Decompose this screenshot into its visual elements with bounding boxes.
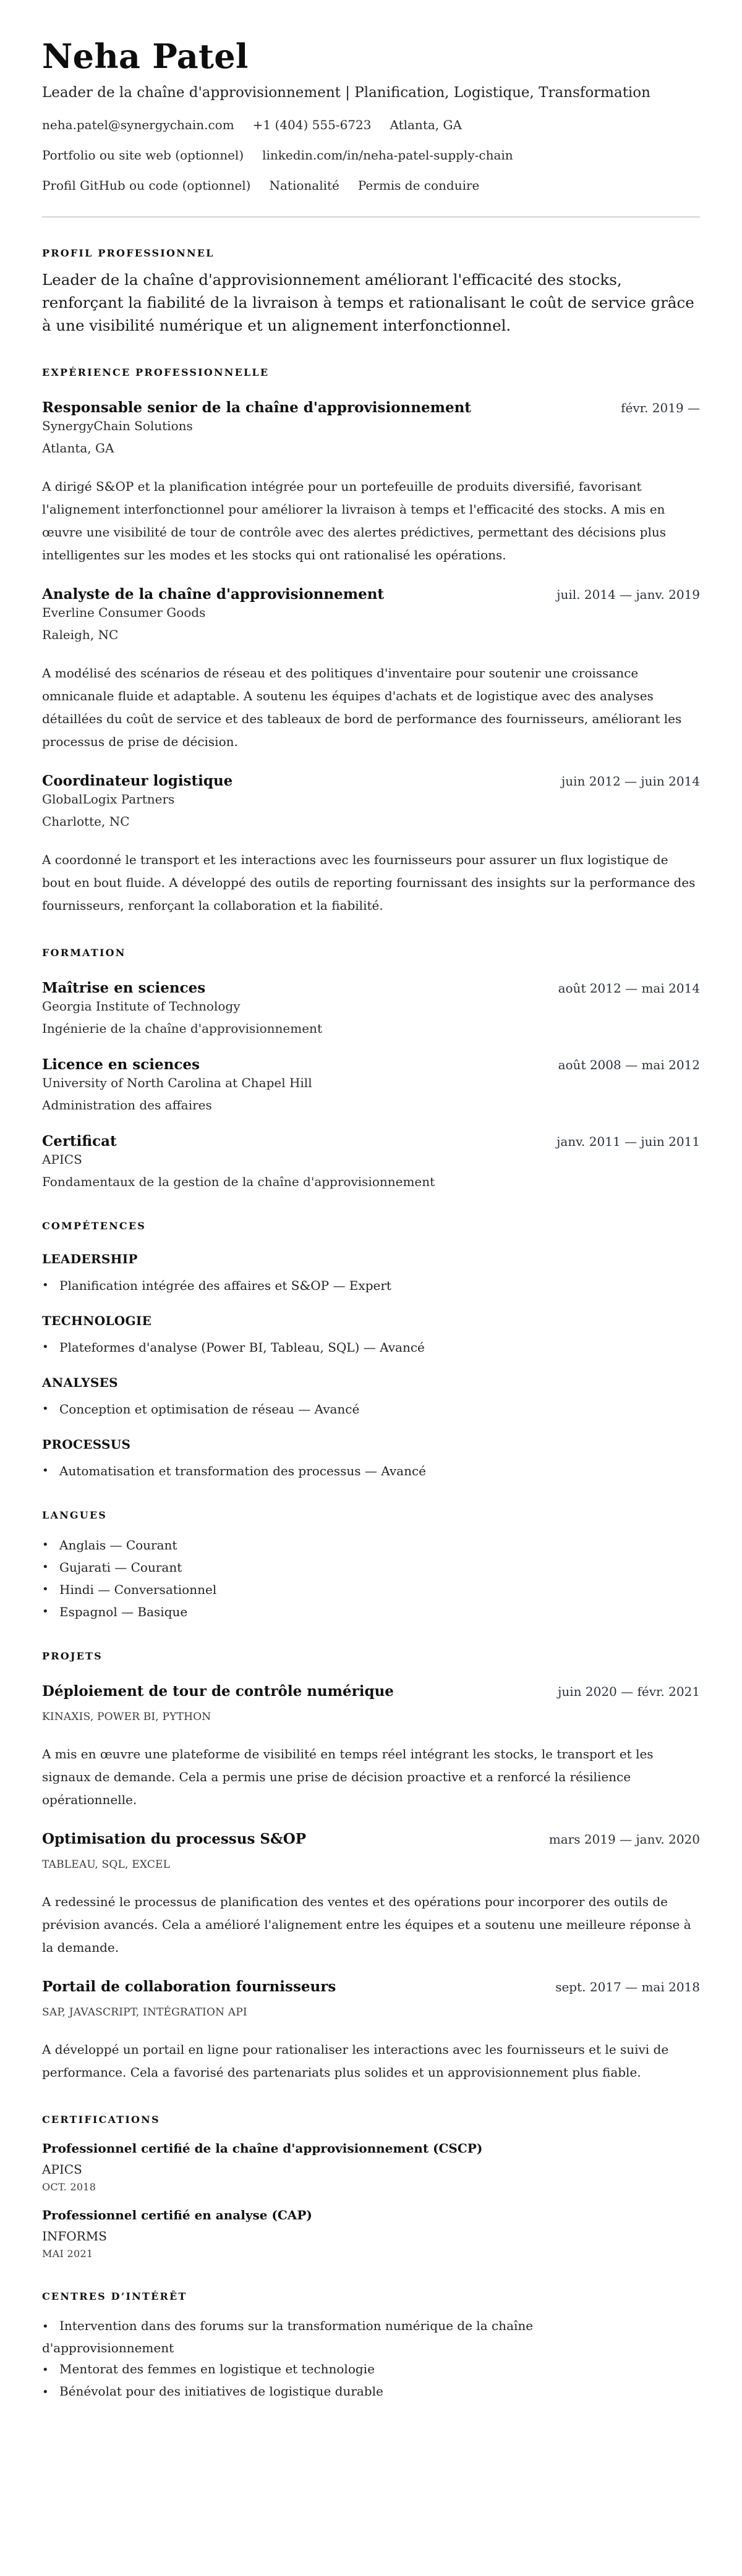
company-name: Everline Consumer Goods: [42, 605, 206, 620]
drivers-license: Permis de conduire: [357, 178, 480, 193]
contact-row-3: [42, 177, 700, 194]
degree-title: Certificat: [42, 1133, 117, 1150]
language-item: • Anglais — Courant: [42, 1536, 700, 1554]
section-title-experience: EXPÉRIENCE PROFESSIONNELLE: [42, 366, 270, 378]
skill-category: ANALYSES: [42, 1375, 118, 1390]
project-entry: [42, 1682, 700, 1811]
project-name: Déploiement de tour de contrôle numérique: [42, 1683, 394, 1700]
education-dates: janv. 2011 — juin 2011: [556, 1134, 700, 1149]
skill-item: • Conception et optimisation de réseau — Avancé: [42, 1400, 700, 1418]
job-description: A dirigé S&OP et la planification intégrée pour un portefeuille de produits diversifié, favorisant l'alignement interfonctionnel pour améliorer la livraison à temps et l'efficacité des stocks. A mis en œuvre une visibilité de tour de contrôle avec des alertes prédictives, permettant des décisions plus intelligentes sur les modes et les stocks qui ont rationalisé les opérations.: [42, 479, 667, 562]
language-item: • Espagnol — Basique: [42, 1603, 700, 1621]
portfolio-link[interactable]: Portfolio ou site web (optionnel): [42, 148, 244, 163]
project-description: A développé un portail en ligne pour rationaliser les interactions avec les fournisseurs et le suivi de performance. Cela a favorisé des partenariats plus solides et un approvisionnement plus fiable.: [42, 2042, 669, 2080]
skill-category: LEADERSHIP: [42, 1252, 138, 1266]
certification-issuer: APICS: [42, 2162, 82, 2177]
project-dates: mars 2019 — janv. 2020: [548, 1832, 700, 1847]
project-dates: sept. 2017 — mai 2018: [555, 1980, 700, 1994]
job-dates: juin 2012 — juin 2014: [561, 774, 700, 789]
field-of-study: Fondamentaux de la gestion de la chaîne d'approvisionnement: [42, 1174, 435, 1189]
experience-entry: [42, 399, 700, 567]
education-entry: [42, 1132, 700, 1190]
profile-summary: Leader de la chaîne d'approvisionnement améliorant l'efficacité des stocks, renforçant la fiabilité de la livraison à temps et rationalisant le coût de service grâce à une visibilité numérique et un alignement interfonctionnel.: [42, 271, 694, 334]
skill-category: TECHNOLOGIE: [42, 1313, 152, 1328]
candidate-headline: Leader de la chaîne d'approvisionnement | Planification, Logistique, Transformation: [42, 85, 650, 101]
projects-section: [42, 1650, 700, 2084]
education-entry: [42, 979, 700, 1037]
project-name: Portail de collaboration fournisseurs: [42, 1978, 336, 1995]
project-tech-stack: KINAXIS, POWER BI, PYTHON: [42, 1711, 211, 1723]
skill-list: [42, 1339, 700, 1356]
job-location: Raleigh, NC: [42, 627, 119, 642]
job-title: Analyste de la chaîne d'approvisionnement: [42, 586, 385, 603]
github-link[interactable]: Profil GitHub ou code (optionnel): [42, 178, 251, 193]
project-tech-stack: TABLEAU, SQL, EXCEL: [42, 1858, 171, 1871]
project-entry: [42, 1978, 700, 2084]
certification-date: OCT. 2018: [42, 2181, 96, 2193]
experience-section: [42, 366, 700, 917]
field-of-study: Administration des affaires: [42, 1098, 212, 1112]
certification-date: MAI 2021: [42, 2248, 93, 2260]
education-entry: [42, 1056, 700, 1114]
job-dates: juil. 2014 — janv. 2019: [556, 587, 700, 602]
interest-item: • Intervention dans des forums sur la transformation numérique de la chaîne d'approvisionnement: [42, 2315, 599, 2358]
certification-name: Professionnel certifié de la chaîne d'approvisionnement (CSCP): [42, 2141, 483, 2156]
header-divider: [42, 216, 700, 218]
section-title-skills: COMPÉTENCES: [42, 1220, 147, 1232]
experience-entry: [42, 772, 700, 917]
skill-category: PROCESSUS: [42, 1437, 131, 1452]
language-item: • Hindi — Conversationnel: [42, 1581, 700, 1598]
project-dates: juin 2020 — févr. 2021: [558, 1684, 700, 1699]
section-title-interests: CENTRES D’INTÉRÊT: [42, 2290, 187, 2302]
job-title: Coordinateur logistique: [42, 773, 233, 789]
company-name: GlobalLogix Partners: [42, 792, 175, 807]
job-location: Atlanta, GA: [42, 441, 114, 455]
project-entry: [42, 1830, 700, 1959]
nationality: Nationalité: [269, 178, 339, 193]
interest-item: • Bénévolat pour des initiatives de logistique durable: [42, 2381, 599, 2403]
resume-header: [42, 36, 700, 218]
skill-item: • Planification intégrée des affaires et S&OP — Expert: [42, 1277, 700, 1294]
certification-entry: [42, 2206, 700, 2261]
education-section: [42, 947, 700, 1190]
interest-item: • Mentorat des femmes en logistique et technologie: [42, 2358, 599, 2381]
job-description: A coordonné le transport et les interactions avec les fournisseurs pour assurer un flux logistique de bout en bout fluide. A développé des outils de reporting fournissant des insights sur la performance des fournisseurs, renforçant la collaboration et la fiabilité.: [42, 852, 696, 913]
school-name: University of North Carolina at Chapel Hill: [42, 1075, 312, 1090]
skills-section: [42, 1220, 700, 1480]
skill-list: [42, 1462, 700, 1480]
candidate-name: Neha Patel: [42, 36, 249, 76]
interests-section: [42, 2290, 700, 2403]
skill-list: [42, 1277, 700, 1294]
project-description: A redessiné le processus de planification des ventes et des opérations pour incorporer des outils de prévision avancés. Cela a amélioré l'alignement entre les équipes et a soutenu une meilleure réponse à la demande.: [42, 1894, 691, 1955]
certification-issuer: INFORMS: [42, 2229, 107, 2243]
section-title-certifications: CERTIFICATIONS: [42, 2114, 160, 2125]
company-name: SynergyChain Solutions: [42, 418, 193, 433]
experience-entry: [42, 585, 700, 753]
language-list: [42, 1536, 700, 1621]
section-title-education: FORMATION: [42, 947, 126, 959]
certification-name: Professionnel certifié en analyse (CAP): [42, 2208, 312, 2222]
degree-title: Licence en sciences: [42, 1056, 200, 1073]
language-item: • Gujarati — Courant: [42, 1559, 700, 1576]
contact-row-1: [42, 116, 700, 133]
education-dates: août 2008 — mai 2012: [558, 1057, 700, 1072]
job-location: Charlotte, NC: [42, 814, 130, 829]
job-description: A modélisé des scénarios de réseau et des politiques d'inventaire pour soutenir une croissance omnicanale fluide et adaptable. A soutenu les équipes d'achats et de logistique avec des analyses détaillées du coût de service et des tableaux de bord de performance des fournisseurs, améliorant les processus de prise de décision.: [42, 666, 682, 749]
job-title: Responsable senior de la chaîne d'approvisionnement: [42, 399, 471, 416]
school-name: APICS: [42, 1152, 82, 1167]
certifications-section: [42, 2114, 700, 2261]
profile-section: [42, 247, 700, 337]
education-dates: août 2012 — mai 2014: [558, 981, 700, 996]
school-name: Georgia Institute of Technology: [42, 999, 241, 1014]
languages-section: [42, 1509, 700, 1621]
skill-list: [42, 1400, 700, 1418]
job-dates: févr. 2019 —: [621, 400, 700, 415]
section-title-languages: LANGUES: [42, 1509, 108, 1521]
phone-number[interactable]: +1 (404) 555-6723: [252, 117, 372, 132]
certification-entry: [42, 2140, 700, 2194]
skill-item: • Plateformes d'analyse (Power BI, Tableau, SQL) — Avancé: [42, 1339, 700, 1356]
degree-title: Maîtrise en sciences: [42, 980, 206, 996]
field-of-study: Ingénierie de la chaîne d'approvisionnement: [42, 1021, 322, 1036]
location: Atlanta, GA: [390, 117, 462, 132]
skill-item: • Automatisation et transformation des processus — Avancé: [42, 1462, 700, 1480]
email-link[interactable]: neha.patel@synergychain.com: [42, 117, 234, 132]
linkedin-link[interactable]: linkedin.com/in/neha-patel-supply-chain: [262, 148, 513, 163]
section-title-projects: PROJETS: [42, 1650, 103, 1662]
contact-row-2: [42, 146, 700, 164]
project-name: Optimisation du processus S&OP: [42, 1831, 307, 1847]
interest-list: [42, 2315, 599, 2403]
section-title-profile: PROFIL PROFESSIONNEL: [42, 247, 215, 259]
project-description: A mis en œuvre une plateforme de visibilité en temps réel intégrant les stocks, le transport et les signaux de demande. Cela a permis une prise de décision proactive et a renforcé la résilience opérationnelle.: [42, 1747, 654, 1807]
project-tech-stack: SAP, JAVASCRIPT, INTÉGRATION API: [42, 2006, 247, 2019]
